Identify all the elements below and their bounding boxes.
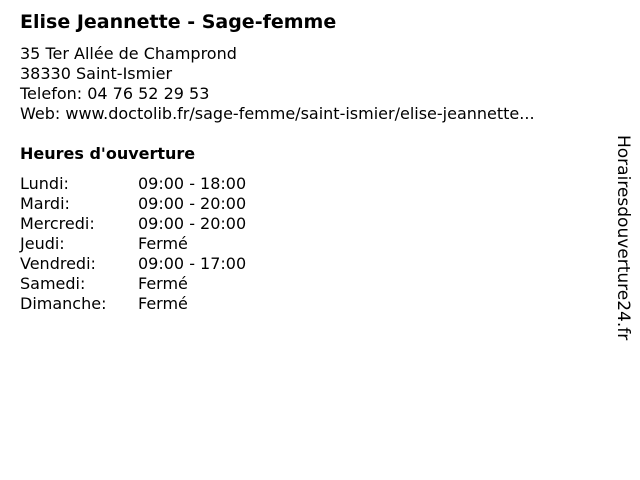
time-value: Fermé	[138, 274, 188, 293]
hours-row-thursday	[20, 234, 246, 254]
time-value: 09:00 - 17:00	[138, 254, 247, 273]
time-value: 09:00 - 20:00	[138, 214, 247, 233]
hours-row-monday	[20, 174, 246, 194]
day-label: Mercredi:	[20, 214, 95, 233]
time-value: Fermé	[138, 294, 188, 313]
hours-row-wednesday	[20, 214, 246, 234]
day-label: Lundi:	[20, 174, 69, 193]
hours-row-friday	[20, 254, 246, 274]
time-value: 09:00 - 20:00	[138, 194, 247, 213]
day-label: Dimanche:	[20, 294, 107, 313]
hours-row-saturday	[20, 274, 246, 294]
street-address: 35 Ter Allée de Champrond	[20, 44, 237, 63]
day-label: Mardi:	[20, 194, 70, 213]
city-line: 38330 Saint-Ismier	[20, 64, 173, 83]
time-value: Fermé	[138, 234, 188, 253]
hours-row-sunday	[20, 294, 246, 314]
contact-block	[20, 44, 535, 124]
day-label: Vendredi:	[20, 254, 96, 273]
hours-table	[20, 174, 246, 314]
phone-line: Telefon: 04 76 52 29 53	[20, 84, 210, 103]
hours-heading: Heures d'ouverture	[20, 144, 196, 163]
website-line: Web: www.doctolib.fr/sage-femme/saint-ismier/elise-jeannette...	[20, 104, 535, 123]
hours-row-tuesday	[20, 194, 246, 214]
day-label: Jeudi:	[20, 234, 65, 253]
day-label: Samedi:	[20, 274, 86, 293]
site-watermark: Horairesdouverture24.fr	[613, 135, 633, 341]
time-value: 09:00 - 18:00	[138, 174, 247, 193]
business-title: Elise Jeannette - Sage-femme	[20, 11, 337, 33]
